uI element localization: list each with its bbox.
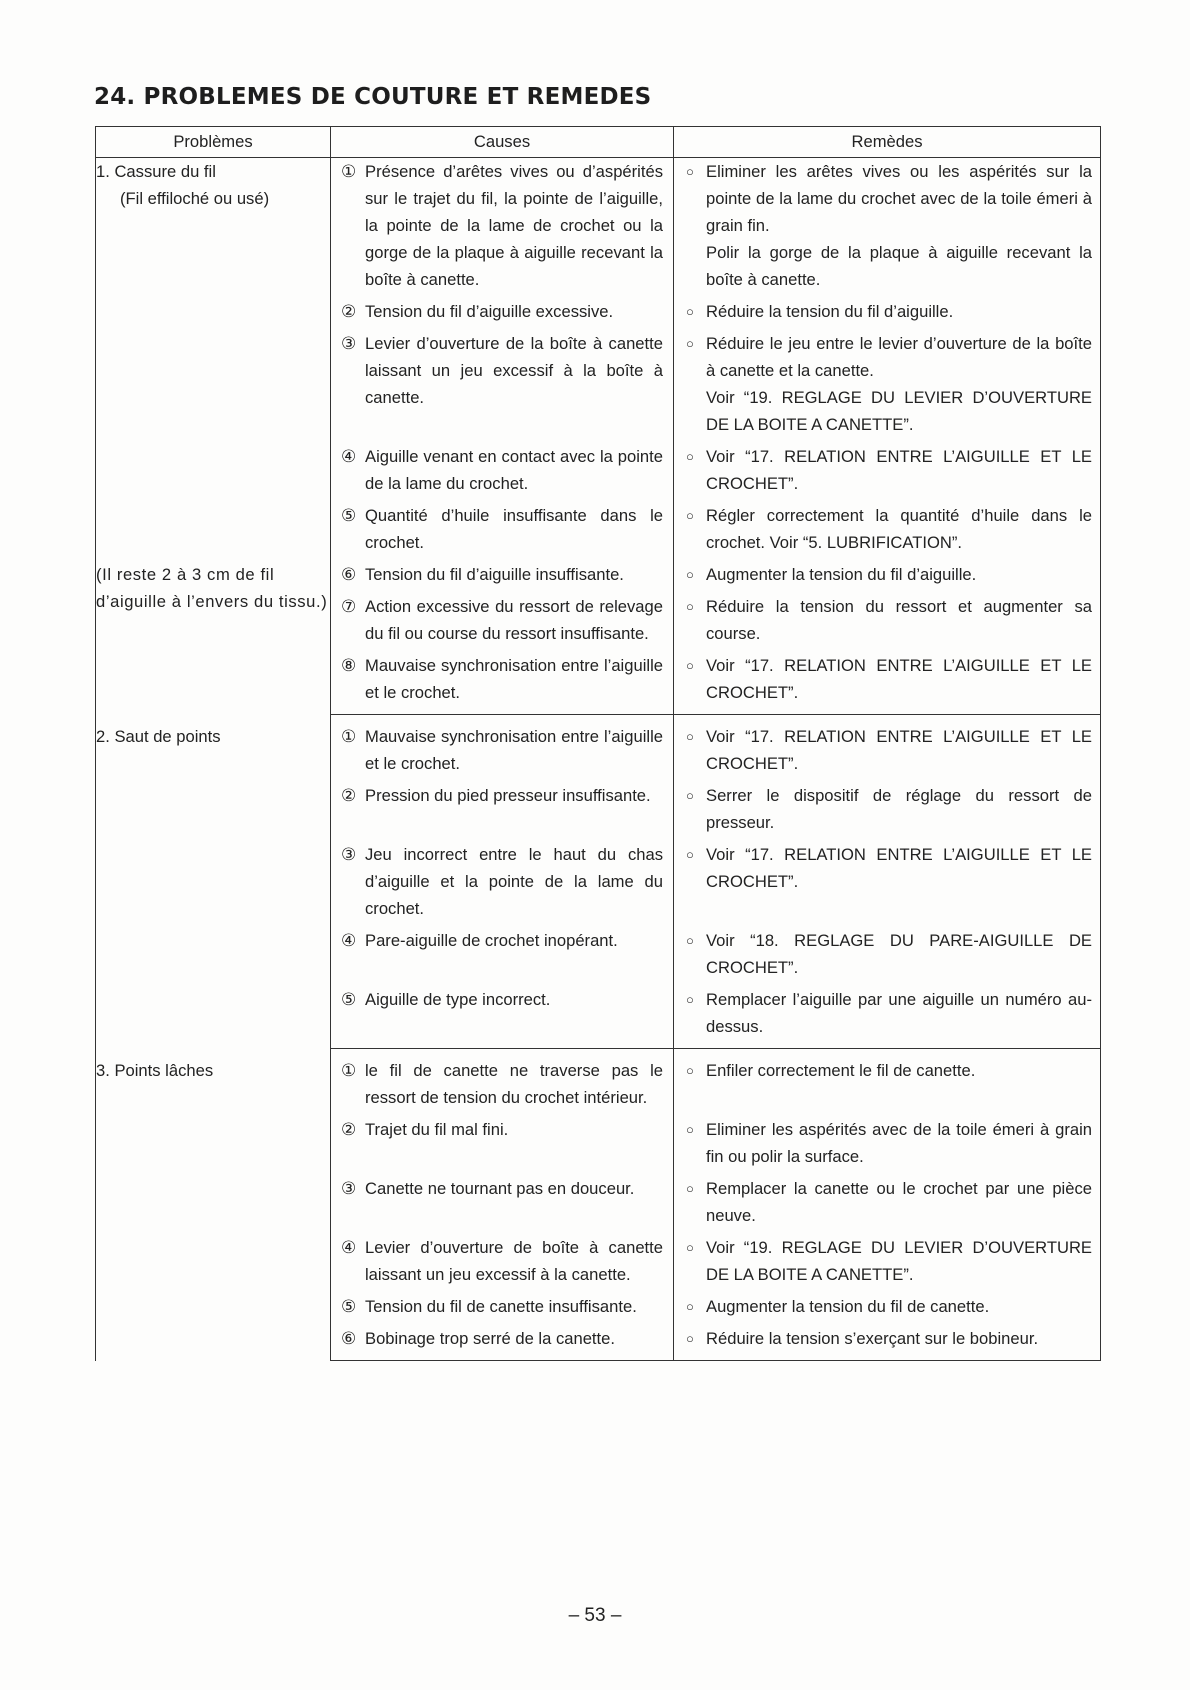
remedy-text: Remplacer la canette ou le crochet par une pièce neuve. xyxy=(706,1179,1092,1225)
remedy-text: Voir “18. REGLAGE DU PARE-AIGUILLE DE CROCHET”. xyxy=(706,931,1092,977)
remedy-text: Augmenter la tension du fil d’aiguille. xyxy=(706,565,977,584)
page-title: 24. PROBLEMES DE COUTURE ET REMEDES xyxy=(94,84,652,110)
cause-text: Jeu incorrect entre le haut du chas d’aiguille et la pointe de la lame du crochet. xyxy=(365,845,663,918)
remedy-text: Régler correctement la quantité d’huile dans le crochet. Voir “5. LUBRIFICATION”. xyxy=(706,506,1092,552)
cause-number: ③ xyxy=(341,1179,357,1198)
remedy-text: Réduire la tension du ressort et augmenter sa course. xyxy=(706,597,1092,643)
problem-note: (Il reste 2 à 3 cm de fil d’aiguille à l’envers du tissu.) xyxy=(96,556,331,715)
cause-number: ⑦ xyxy=(341,597,357,616)
cause-text: Levier d’ouverture de la boîte à canette laissant un jeu excessif à la boîte à canette. xyxy=(365,334,663,407)
remedy-text: Enfiler correctement le fil de canette. xyxy=(706,1061,976,1080)
cause-number: ② xyxy=(341,302,357,321)
circle-bullet-icon: ○ xyxy=(686,1181,694,1196)
problem-title: 2. Saut de points xyxy=(96,726,221,746)
remedy-text: Augmenter la tension du fil de canette. xyxy=(706,1297,990,1316)
cause-number: ⑤ xyxy=(341,990,357,1009)
remedy-text: Eliminer les arêtes vives ou les aspérités sur la pointe de la lame du crochet avec de la toile émeri à grain fin. xyxy=(706,162,1092,235)
cause-number: ④ xyxy=(341,1238,357,1257)
cause-text: Tension du fil d’aiguille insuffisante. xyxy=(365,565,624,584)
table-header-row xyxy=(96,127,1101,158)
problem-cell xyxy=(96,715,331,1049)
problem-subtitle: (Fil effiloché ou usé) xyxy=(120,189,270,208)
cause-number: ② xyxy=(341,1120,357,1139)
header-causes: Causes xyxy=(331,127,674,158)
remedy-text-extra: Polir la gorge de la plaque à aiguille recevant la boîte à canette. xyxy=(706,243,1092,289)
circle-bullet-icon: ○ xyxy=(686,1122,694,1137)
problem-title: 1. Cassure du fil xyxy=(96,162,216,181)
remedy-text: Réduire le jeu entre le levier d’ouverture de la boîte à canette et la canette. xyxy=(706,334,1092,380)
remedy-text: Serrer le dispositif de réglage du ressort de presseur. xyxy=(706,786,1092,832)
table-row xyxy=(96,1049,1101,1112)
circle-bullet-icon: ○ xyxy=(686,847,694,862)
cause-number: ① xyxy=(341,1061,357,1080)
cause-text: Tension du fil de canette insuffisante. xyxy=(365,1297,637,1316)
circle-bullet-icon: ○ xyxy=(686,788,694,803)
circle-bullet-icon: ○ xyxy=(686,449,694,464)
remedy-text: Voir “17. RELATION ENTRE L’AIGUILLE ET LE CROCHET”. xyxy=(706,845,1092,891)
page-number: – 53 – xyxy=(568,1605,622,1626)
cause-number: ① xyxy=(341,727,357,746)
cause-text: Action excessive du ressort de relevage du fil ou course du ressort insuffisante. xyxy=(365,597,663,643)
cause-text: Trajet du fil mal fini. xyxy=(365,1120,509,1139)
remedy-text: Voir “17. RELATION ENTRE L’AIGUILLE ET LE CROCHET”. xyxy=(706,447,1092,493)
cause-number: ② xyxy=(341,786,357,805)
circle-bullet-icon: ○ xyxy=(686,599,694,614)
cause-text: Tension du fil d’aiguille excessive. xyxy=(365,302,614,321)
cause-text: Présence d’arêtes vives ou d’aspérités sur le trajet du fil, la pointe de l’aiguille, la pointe de la lame de crochet ou la gorge de la plaque à aiguille recevant la boîte à canette. xyxy=(365,162,663,289)
header-problems: Problèmes xyxy=(96,127,331,158)
remedy-text: Voir “19. REGLAGE DU LEVIER D’OUVERTURE DE LA BOITE A CANETTE”. xyxy=(706,1238,1092,1284)
cause-text: Mauvaise synchronisation entre l’aiguille et le crochet. xyxy=(365,727,663,773)
remedy-text: Voir “17. RELATION ENTRE L’AIGUILLE ET LE CROCHET”. xyxy=(706,727,1092,773)
circle-bullet-icon: ○ xyxy=(686,729,694,744)
circle-bullet-icon: ○ xyxy=(686,304,694,319)
table-row xyxy=(96,715,1101,778)
circle-bullet-icon: ○ xyxy=(686,1331,694,1346)
cause-number: ⑤ xyxy=(341,506,357,525)
problem-cell xyxy=(96,158,331,557)
circle-bullet-icon: ○ xyxy=(686,164,694,179)
remedy-text: Eliminer les aspérités avec de la toile émeri à grain fin ou polir la surface. xyxy=(706,1120,1092,1166)
circle-bullet-icon: ○ xyxy=(686,933,694,948)
cause-text: Canette ne tournant pas en douceur. xyxy=(365,1179,635,1198)
cause-number: ④ xyxy=(341,931,357,950)
table-row xyxy=(96,158,1101,294)
cause-text: le fil de canette ne traverse pas le ressort de tension du crochet intérieur. xyxy=(365,1061,663,1107)
circle-bullet-icon: ○ xyxy=(686,336,694,351)
troubleshooting-table xyxy=(95,126,1101,1361)
cause-number: ⑥ xyxy=(341,565,357,584)
problem-title: 3. Points lâches xyxy=(96,1060,214,1080)
cause-number: ⑤ xyxy=(341,1297,357,1316)
cause-number: ③ xyxy=(341,845,357,864)
cause-text: Bobinage trop serré de la canette. xyxy=(365,1329,615,1348)
circle-bullet-icon: ○ xyxy=(686,567,694,582)
cause-text: Aiguille venant en contact avec la pointe de la lame du crochet. xyxy=(365,447,663,493)
cause-text: Pression du pied presseur insuffisante. xyxy=(365,786,651,805)
remedy-text-extra: Voir “19. REGLAGE DU LEVIER D’OUVERTURE DE LA BOITE A CANETTE”. xyxy=(706,388,1092,434)
remedy-text: Voir “17. RELATION ENTRE L’AIGUILLE ET LE CROCHET”. xyxy=(706,656,1092,702)
circle-bullet-icon: ○ xyxy=(686,992,694,1007)
cause-number: ④ xyxy=(341,447,357,466)
cause-number: ③ xyxy=(341,334,357,353)
cause-number: ⑧ xyxy=(341,656,357,675)
header-remedies: Remèdes xyxy=(674,127,1101,158)
circle-bullet-icon: ○ xyxy=(686,508,694,523)
cause-text: Levier d’ouverture de boîte à canette laissant un jeu excessif à la canette. xyxy=(365,1238,663,1284)
circle-bullet-icon: ○ xyxy=(686,1063,694,1078)
cause-number: ① xyxy=(341,162,357,181)
circle-bullet-icon: ○ xyxy=(686,1240,694,1255)
table-row xyxy=(96,556,1101,588)
remedy-text: Réduire la tension du fil d’aiguille. xyxy=(706,302,954,321)
circle-bullet-icon: ○ xyxy=(686,1299,694,1314)
cause-text: Quantité d’huile insuffisante dans le crochet. xyxy=(365,506,663,552)
remedy-text: Réduire la tension s’exerçant sur le bobineur. xyxy=(706,1329,1039,1348)
cause-text: Aiguille de type incorrect. xyxy=(365,990,551,1009)
cause-text: Pare-aiguille de crochet inopérant. xyxy=(365,931,618,950)
cause-number: ⑥ xyxy=(341,1329,357,1348)
problem-cell xyxy=(96,1049,331,1361)
remedy-text: Remplacer l’aiguille par une aiguille un numéro au-dessus. xyxy=(706,990,1092,1036)
circle-bullet-icon: ○ xyxy=(686,658,694,673)
cause-text: Mauvaise synchronisation entre l’aiguille et le crochet. xyxy=(365,656,663,702)
